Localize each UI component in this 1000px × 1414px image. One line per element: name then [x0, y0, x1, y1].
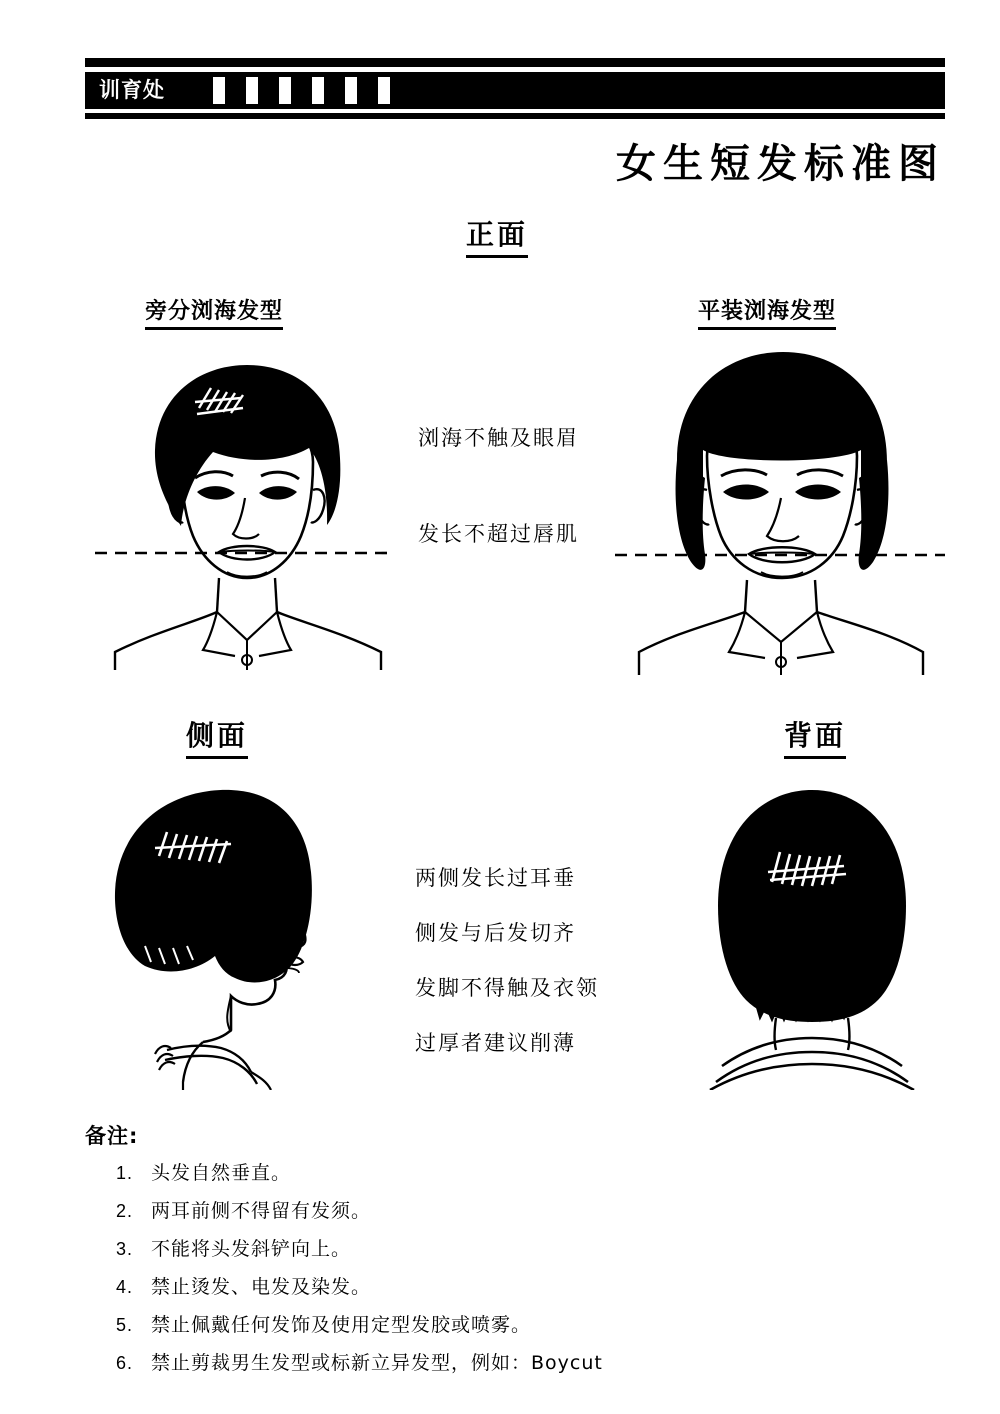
tick-mark — [345, 77, 357, 104]
tick-mark — [213, 77, 225, 104]
tick-mark — [246, 77, 258, 104]
tick-mark — [279, 77, 291, 104]
side-rule-3: 发脚不得触及衣领 — [415, 976, 599, 1000]
front-rule-1: 浏海不触及眼眉 — [418, 426, 579, 450]
header-banner — [85, 58, 945, 119]
section-heading-side: 侧面 — [186, 714, 248, 759]
section-heading-back: 背面 — [784, 714, 846, 759]
header-rule-bottom — [85, 113, 945, 119]
illustration-back-view — [660, 760, 960, 1094]
note-text: 头发自然垂直。 — [151, 1162, 292, 1184]
note-item — [85, 1272, 925, 1299]
note-item — [85, 1348, 925, 1375]
note-text: 禁止烫发、电发及染发。 — [151, 1276, 372, 1298]
notes-section — [85, 1120, 925, 1386]
note-item — [85, 1158, 925, 1185]
header-rule-top — [85, 58, 945, 67]
side-rules-list — [415, 862, 599, 1082]
style-label-straight-fringe: 平装浏海发型 — [698, 294, 836, 330]
tick-mark — [378, 77, 390, 104]
note-item — [85, 1310, 925, 1337]
side-rule-4: 过厚者建议削薄 — [415, 1031, 576, 1055]
note-item — [85, 1196, 925, 1223]
note-number: 3. — [115, 1239, 133, 1259]
note-text: 两耳前侧不得留有发须。 — [151, 1200, 372, 1222]
illustration-front-straight-fringe — [615, 330, 945, 679]
note-text: 禁止佩戴任何发饰及使用定型发胶或喷雾。 — [151, 1314, 532, 1336]
side-rule-1: 两侧发长过耳垂 — [415, 866, 576, 890]
header-black-bar — [85, 72, 945, 109]
notes-title: 备注: — [85, 1124, 139, 1148]
note-text: 不能将头发斜铲向上。 — [151, 1238, 352, 1260]
note-text: 禁止剪裁男生发型或标新立异发型，例如：Boycut — [151, 1352, 603, 1374]
tick-mark — [312, 77, 324, 104]
note-number: 1. — [115, 1163, 133, 1183]
notes-list — [85, 1158, 925, 1375]
note-number: 5. — [115, 1315, 133, 1335]
department-label: 训育处 — [99, 78, 165, 102]
side-rule-2: 侧发与后发切齐 — [415, 921, 576, 945]
note-number: 6. — [115, 1353, 133, 1373]
page-title: 女生短发标准图 — [616, 141, 945, 187]
note-number: 4. — [115, 1277, 133, 1297]
illustration-front-side-part — [95, 340, 395, 674]
illustration-side-profile — [75, 760, 385, 1094]
note-number: 2. — [115, 1201, 133, 1221]
section-heading-front: 正面 — [466, 213, 528, 258]
note-item — [85, 1234, 925, 1261]
style-label-side-part: 旁分浏海发型 — [145, 294, 283, 330]
header-tick-marks — [213, 72, 411, 109]
front-rule-2: 发长不超过唇肌 — [418, 522, 579, 546]
